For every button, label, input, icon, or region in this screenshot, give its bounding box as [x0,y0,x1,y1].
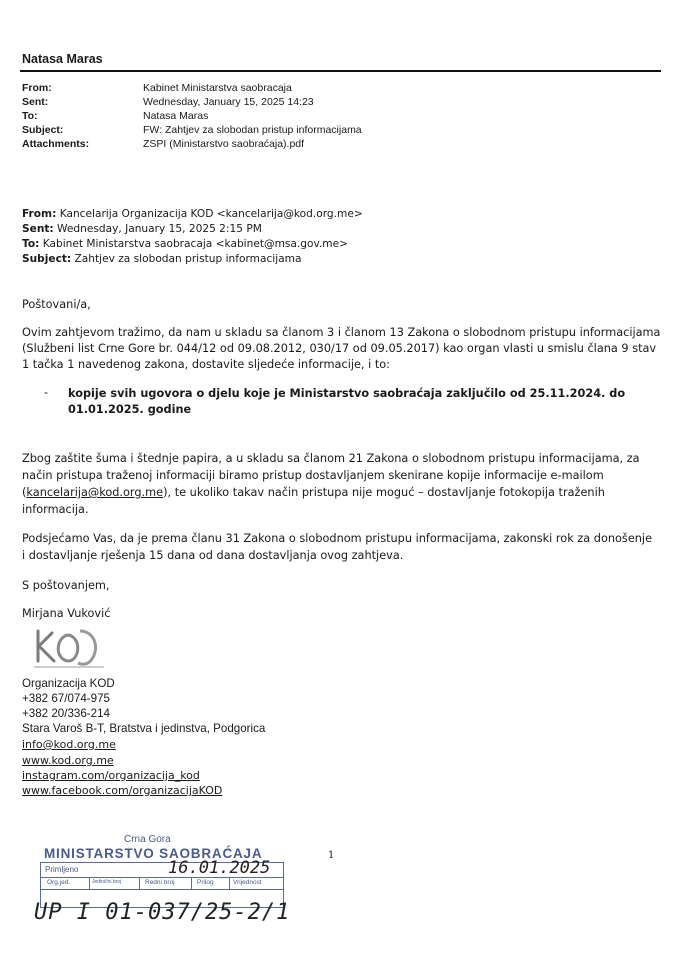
signature-instagram-link[interactable]: instagram.com/organizacija_kod [22,769,200,782]
bullet-dash: - [44,386,49,399]
header-attachments-value: ZSPI (Ministarstvo saobraćaja).pdf [143,138,305,150]
greeting: Poštovani/a, [22,298,91,311]
signature-address: Stara Varoš B-T, Bratstva i jedinstva, Podgorica [22,722,266,735]
header-sent-value: Wednesday, January 15, 2025 14:23 [143,96,314,108]
kod-logo-icon [28,625,108,673]
fw-to: To: Kabinet Ministarstva saobracaja <kabinet@msa.gov.me> [22,238,349,250]
paragraph-3-line-1: Podsjećamo Vas, da je prema članu 31 Zakona o slobodnom pristupu informacijama, zakonski rok za donošenje [22,532,653,545]
header-subject-value: FW: Zahtjev za slobodan pristup informacijama [143,124,362,136]
paragraph-2-line-3: (kancelarija@kod.org.me), te ukoliko takav način pristupa nije moguć – dostavljanje fotokopija traženih [22,486,605,499]
paragraph-1-line-3: 1 tačka 1 navedenog zakona, dostavite sljedeće informacije, i to: [22,358,390,371]
paragraph-2-line-1: Zbog zaštite šuma i štednje papira, a u skladu sa članom 21 Zakona o slobodnom pristupu informacijama, za [22,452,640,465]
header-subject-label: Subject: [22,124,64,136]
sender-name: Natasa Maras [22,52,103,66]
paragraph-1-line-1: Ovim zahtjevom tražimo, da nam u skladu sa članom 3 i članom 13 Zakona o slobodnom pristupu informacijama [22,326,661,339]
stamp-col-org: Org.jed. [47,879,71,886]
header-sent-label: Sent: [22,96,49,108]
signer-name: Mirjana Vuković [22,607,111,620]
stamp-reference-number: UP I 01-037/25-2/1 [34,900,291,925]
bullet-line-1: kopije svih ugovora o djelu koje je Ministarstvo saobraćaja zaključilo od 25.11.2024. do [68,387,626,400]
stamp-received-date: 16.01.2025 [168,858,271,878]
fw-subject: Subject: Zahtjev za slobodan pristup informacijama [22,253,302,265]
bullet-item [68,386,625,418]
paragraph-2-line-2: način pristupa traženoj informaciji biramo pristup dostavljanjem skenirane kopije informacije e-mailom [22,469,604,482]
closing: S poštovanjem, [22,579,110,592]
header-from-label: From: [22,82,52,94]
stamp-col-unit: Jedinični broj [92,879,122,885]
stamp-col-attachment: Prilog [197,879,214,886]
header-to-value: Natasa Maras [143,110,209,122]
paragraph-1-line-2: (Službeni list Crne Gore br. 044/12 od 09.08.2012, 030/17 od 09.05.2017) kao organ vlasti u smislu člana 9 stav [22,342,657,355]
stamp-received-label: Primljeno [45,865,79,874]
signature-facebook-link[interactable]: www.facebook.com/organizacijaKOD [22,784,223,797]
email-link-kancelarija[interactable]: kancelarija@kod.org.me [26,486,164,499]
fw-from: From: Kancelarija Organizacija KOD <kancelarija@kod.org.me> [22,208,363,220]
header-divider [20,70,661,72]
stamp-ministry: MINISTARSTVO SAOBRAĆAJA [44,846,263,861]
paragraph-3-line-2: i dostavljanje rješenja 15 dana od dana dostavljanja ovog zahtjeva. [22,549,404,562]
header-to-label: To: [22,110,38,122]
stamp-country: Crna Gora [124,834,171,845]
fw-sent: Sent: Wednesday, January 15, 2025 2:15 PM [22,223,262,235]
stamp-col-number: Redni broj [145,879,175,886]
signature-phone-2: +382 20/336-214 [22,707,111,720]
signature-website-link[interactable]: www.kod.org.me [22,754,114,767]
signature-phone-1: +382 67/074-975 [22,692,111,705]
stamp-col-value: Vrijednost [233,879,262,886]
stamp-columns-row [41,877,283,890]
header-attachments-label: Attachments: [22,138,90,150]
header-from-value: Kabinet Ministarstva saobracaja [143,82,292,94]
signature-email-link[interactable]: info@kod.org.me [22,738,116,751]
bullet-line-2: 01.01.2025. godine [68,403,192,416]
signature-org: Organizacija KOD [22,677,115,690]
page-number: 1 [328,850,335,861]
paragraph-2-line-4: informacija. [22,503,89,516]
